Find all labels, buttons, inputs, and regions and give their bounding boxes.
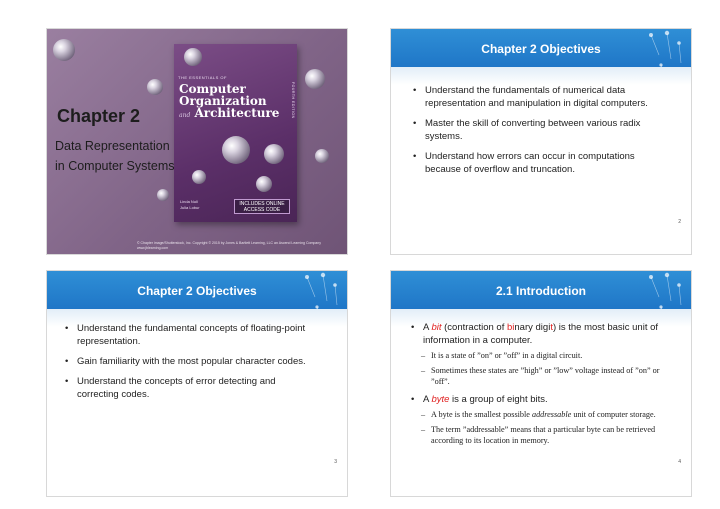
term-byte: byte: [431, 394, 450, 405]
book-title-and: and: [179, 112, 191, 119]
chapter-subtitle: Data Representation in Computer Systems: [55, 139, 175, 173]
book-series: THE ESSENTIALS OF: [178, 75, 227, 80]
text-run: unit of computer storage.: [571, 410, 656, 419]
slide-objectives-1: [391, 29, 691, 254]
text-run: nary digi: [514, 322, 551, 333]
book-title: [179, 83, 279, 122]
text-run: A byte is the smallest possible: [431, 410, 532, 419]
copyright-notice: © Chapter image/Shutterstock, Inc. Copyright © 2015 by Jones & Bartlett Learning, LLC an Ascend Learning Company www.jblearning.com: [137, 241, 321, 250]
chrome-sphere-decoration-icon: [264, 144, 284, 164]
book-author-2: Julia Lobur: [180, 205, 200, 210]
bullet-list: [411, 321, 661, 450]
page-number: 4: [678, 459, 681, 465]
chrome-sphere-decoration-icon: [315, 149, 329, 163]
text-run: A: [423, 394, 432, 405]
list-subitem: – Sometimes these states are ”high” or ”low” voltage instead of ”on” or ”off”.: [411, 365, 661, 387]
term-addressable: addressable: [531, 410, 572, 419]
online-access-line1: INCLUDES ONLINE: [239, 201, 285, 207]
list-item: • Understand the fundamental concepts of floating-point representation.: [65, 322, 310, 348]
book-author-1: Linda Null: [180, 199, 198, 204]
list-subitem: – The term ”addressable” means that a particular byte can be retrieved according to its location in memory.: [411, 424, 661, 446]
bullet-list: [65, 322, 310, 408]
list-item: • Gain familiarity with the most popular character codes.: [65, 355, 310, 368]
chrome-sphere-decoration-icon: [192, 170, 206, 184]
bullet-list: [413, 84, 653, 183]
list-item: [411, 321, 661, 347]
book-title-line1: Computer: [179, 82, 246, 96]
list-item: • Understand the concepts of error detecting and correcting codes.: [65, 375, 310, 401]
slide-header-band: [47, 271, 347, 309]
list-subitem: – It is a state of ”on” or ”off” in a digital circuit.: [411, 350, 661, 361]
slide-title: Chapter 2 Objectives: [137, 284, 257, 298]
slide-header-band: [391, 29, 691, 67]
list-item: • Understand the fundamentals of numerical data representation and manipulation in digital computers.: [413, 84, 653, 110]
book-title-line2: Organization: [179, 94, 267, 108]
chrome-sphere-decoration-icon: [184, 48, 202, 66]
list-subitem: [411, 409, 661, 420]
page-number: 2: [678, 219, 681, 225]
slide-title: Chapter 2 Objectives: [481, 42, 601, 56]
book-title-line3: Architecture: [194, 106, 280, 120]
list-item: • Master the skill of converting between various radix systems.: [413, 117, 653, 143]
text-run: (contraction of: [441, 322, 507, 333]
chrome-sphere-decoration-icon: [222, 136, 250, 164]
slide-introduction: [391, 271, 691, 496]
chrome-sphere-decoration-icon: [157, 189, 169, 201]
online-access-badge: [234, 199, 290, 214]
online-access-line2: ACCESS CODE: [243, 207, 281, 213]
text-run: A: [423, 322, 432, 333]
chrome-sphere-decoration-icon: [305, 69, 325, 89]
highlight-bi: bi: [506, 322, 515, 333]
page-number: 3: [334, 459, 337, 465]
term-bit: bit: [431, 322, 442, 333]
slide-title: [47, 29, 347, 254]
slide-objectives-2: [47, 271, 347, 496]
chrome-sphere-decoration-icon: [53, 39, 75, 61]
list-item: [411, 393, 661, 406]
book-authors: [180, 199, 200, 211]
slide-title: 2.1 Introduction: [496, 284, 586, 298]
slide-header-band: [391, 271, 691, 309]
text-run: is a group of eight bits.: [449, 394, 548, 405]
chrome-sphere-decoration-icon: [256, 176, 272, 192]
chrome-sphere-decoration-icon: [147, 79, 163, 95]
book-cover: [174, 44, 297, 222]
highlight-t: t: [550, 322, 553, 333]
chapter-title: Chapter 2: [57, 106, 141, 126]
text-run: ) is the most basic unit of information in a computer.: [423, 322, 659, 346]
book-edition: FOURTH EDITION: [291, 82, 295, 119]
header-fade: [391, 67, 691, 85]
list-item: • Understand how errors can occur in computations because of overflow and truncation.: [413, 150, 653, 176]
